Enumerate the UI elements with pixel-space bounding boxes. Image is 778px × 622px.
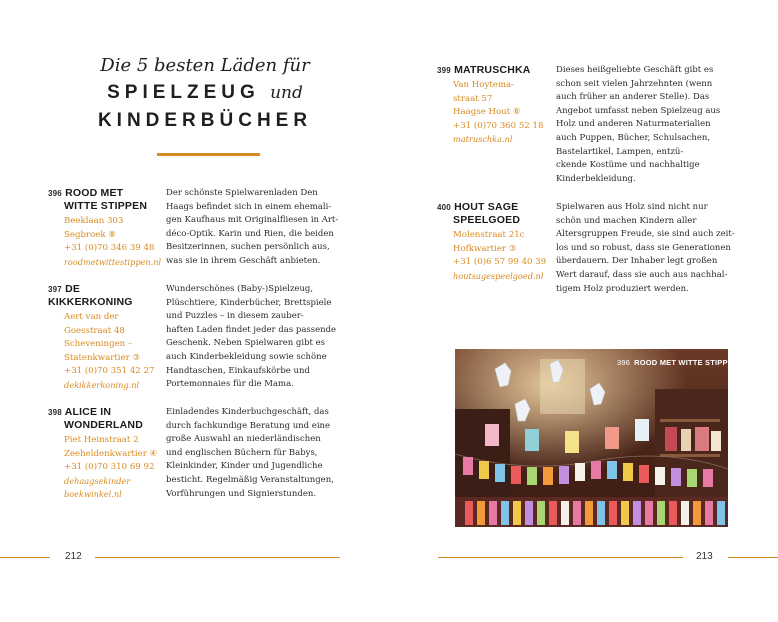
entry-website[interactable]: dehaagsekinder boekwinkel.nl [64, 475, 131, 499]
entry-name: 399 MATRUSCHKA [437, 64, 531, 76]
title-und: und [270, 83, 303, 103]
entry-number: 397 [48, 285, 62, 294]
page-title-line2 [100, 82, 310, 104]
page-number-left: 212 [65, 551, 82, 562]
entry-number: 399 [437, 66, 451, 75]
entry-400-info [437, 201, 549, 283]
entry-name: 397 DE KIKKERKONING [48, 283, 133, 308]
shop-photo [455, 349, 739, 527]
entry-address: Beeklaan 303 Segbroek ⑧ +31 (0)70 346 39 48 [64, 216, 155, 253]
entry-name-line2: WONDERLAND [64, 419, 143, 431]
entry-website[interactable]: houtsagespeelgoed.nl [453, 270, 544, 281]
entry-name: 400 HOUT SAGE [437, 201, 519, 213]
footer-rule-left-b [95, 557, 340, 558]
entry-399-info [437, 64, 549, 147]
entry-name: 398 ALICE IN [48, 406, 112, 418]
entry-address: Van Hoytema- straat 57 Haagse Hout ⑥ +31 (0)70 360 52 18 [453, 80, 544, 131]
entry-398-description: Einladendes Kinderbuchgeschäft, das durch fachkundige Beratung und eine große Auswahl an niederländischen und englischen Büchern für Babys, Kleinkinder, Kinder und Jugendliche besticht. Regelmäßig Veranstaltungen, Vorführungen und Signierstunden. [166, 407, 334, 499]
page-title-line1: Die 5 besten Läden für [100, 55, 310, 76]
photo-caption-text: ROOD MET WITTE STIPPEN [634, 358, 739, 367]
shop-photo-illustration [455, 349, 728, 527]
title-spielzeug: SPIELZEUG [107, 82, 260, 103]
page-title-line3: KINDERBÜCHER [97, 110, 313, 131]
photo-caption [617, 358, 739, 367]
footer-rule-right-b [728, 557, 778, 558]
entry-name: 396 ROOD MET [48, 187, 124, 199]
entry-website[interactable]: matruschka.nl [453, 134, 513, 144]
title-divider [157, 153, 260, 156]
entry-number: 398 [48, 408, 62, 417]
entry-address: Molenstraat 21c Hofkwartier ③ +31 (0)6 57 99 40 39 [453, 230, 547, 267]
entry-399-description: Dieses heißgeliebte Geschäft gibt es schon seit vielen Jahrzehnten (wenn auch früher an anderer Stelle). Das Angebot umfasst neben Spielzeug aus Holz und anderen Naturmaterialien auch Puppen, Bücher, Schulsachen, Bastelartikel, Lampen, entzü- ckende Kostüme und nachhaltige Kinderbekleidung. [556, 65, 721, 184]
entry-address: Piet Heinstraat 2 Zeeheldenkwartier ④ +31 (0)70 310 69 92 [64, 435, 158, 472]
photo-caption-number: 396 [617, 358, 631, 367]
entry-website[interactable]: dekikkerkoning.nl [64, 379, 140, 390]
entry-397-info [48, 283, 158, 392]
entry-number: 400 [437, 203, 451, 212]
page-number-right: 213 [696, 551, 713, 562]
entry-396-info [48, 187, 162, 269]
entry-website[interactable]: roodmetwittestippen.nl [64, 256, 162, 267]
footer-rule-right-a [438, 557, 683, 558]
entry-address: Aert van der Goesstraat 48 Scheveningen – Statenkwartier ③ +31 (0)70 351 42 27 [64, 312, 155, 376]
entry-396-description: Der schönste Spielwarenladen Den Haags befindet sich in einem ehemali- gen Kaufhaus mit Originalfliesen in Art- déco-Optik. Karin und Rien, die beiden Besitzerinnen, suchen persönlich aus, was sie in ihrem Geschäft anbieten. [166, 188, 339, 266]
entry-name-line2: WITTE STIPPEN [64, 200, 148, 212]
entry-number: 396 [48, 189, 62, 198]
entry-397-description: Wunderschönes (Baby-)Spielzeug, Plüschtiere, Kinderbücher, Brettspiele und Puzzles – in diesem zauber- haften Laden findet jeder das passende Geschenk. Neben Spielwaren gibt es auch Kinderbekleidung sowie schöne Handtaschen, Einkaufskörbe und Portemonnaies für die Mama. [166, 284, 337, 390]
entry-400-description: Spielwaren aus Holz sind nicht nur schön und machen Kindern aller Altersgruppen Freude, sie sind auch zeit- los und so robust, dass sie Generationen überdauern. Der Inhaber legt großen Wert darauf, dass sie auch aus nachhal- tigem Holz produziert werden. [556, 202, 735, 294]
entry-398-info [48, 406, 158, 502]
footer-rule-left-a [0, 557, 50, 558]
entry-name-line2: SPEELGOED [453, 214, 521, 226]
